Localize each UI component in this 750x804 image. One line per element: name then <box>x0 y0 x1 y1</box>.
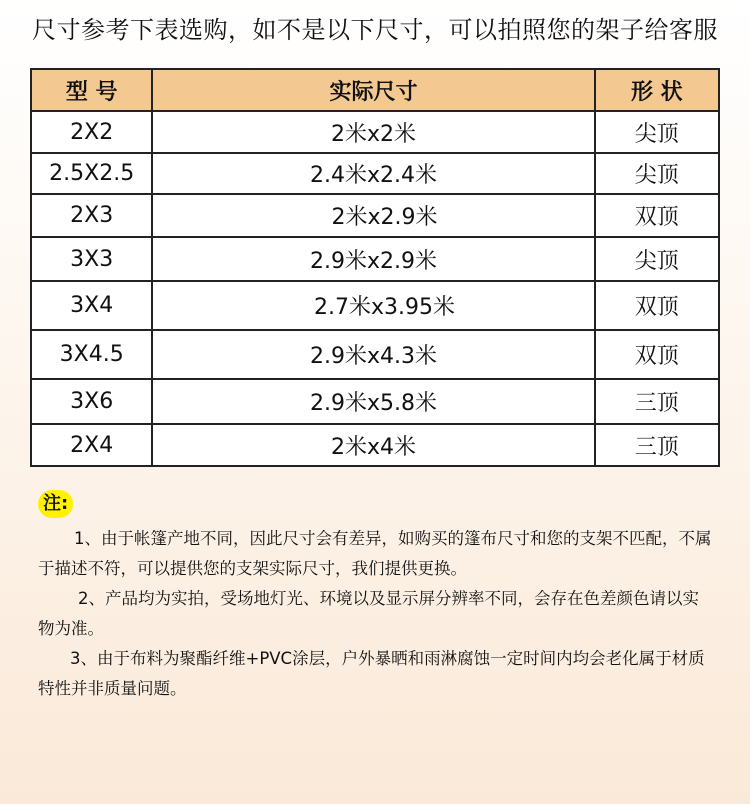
cell-shape: 双顶 <box>595 194 719 237</box>
table-header-row <box>31 69 719 111</box>
notes-label: 注: <box>38 490 73 518</box>
cell-shape: 双顶 <box>595 281 719 330</box>
header-size: 实际尺寸 <box>152 69 594 111</box>
cell-model: 2X4 <box>31 424 152 466</box>
table-row <box>31 153 719 194</box>
cell-size: 2米x4米 <box>152 424 594 466</box>
cell-model: 2X3 <box>31 194 152 237</box>
table-row <box>31 379 719 424</box>
cell-size: 2.9米x4.3米 <box>152 330 594 379</box>
table-row <box>31 111 719 153</box>
table-row <box>31 237 719 281</box>
note-item: 3、由于布料为聚酯纤维+PVC涂层，户外暴晒和雨淋腐蚀一定时间内均会老化属于材质特性并非质量问题。 <box>38 649 705 698</box>
note-item: 1、由于帐篷产地不同，因此尺寸会有差异，如购买的篷布尺寸和您的支架不匹配，不属于描述不符，可以提供您的支架实际尺寸，我们提供更换。 <box>38 529 712 578</box>
cell-size: 2米x2.9米 <box>152 194 594 237</box>
cell-size: 2.9米x2.9米 <box>152 237 594 281</box>
table-row <box>31 424 719 466</box>
cell-model: 2.5X2.5 <box>31 153 152 194</box>
cell-model: 3X6 <box>31 379 152 424</box>
cell-model: 3X4 <box>31 281 152 330</box>
cell-shape: 尖顶 <box>595 111 719 153</box>
cell-shape: 尖顶 <box>595 237 719 281</box>
cell-size: 2.4米x2.4米 <box>152 153 594 194</box>
cell-shape: 双顶 <box>595 330 719 379</box>
cell-model: 3X3 <box>31 237 152 281</box>
notes-section <box>38 524 714 704</box>
cell-size: 2.7米x3.95米 <box>152 281 594 330</box>
cell-model: 2X2 <box>31 111 152 153</box>
table-row <box>31 330 719 379</box>
cell-shape: 三顶 <box>595 424 719 466</box>
cell-size: 2米x2米 <box>152 111 594 153</box>
cell-shape: 三顶 <box>595 379 719 424</box>
cell-size: 2.9米x5.8米 <box>152 379 594 424</box>
header-model: 型 号 <box>31 69 152 111</box>
page-title: 尺寸参考下表选购，如不是以下尺寸，可以拍照您的架子给客服 <box>32 16 718 44</box>
table-row <box>31 194 719 237</box>
cell-model: 3X4.5 <box>31 330 152 379</box>
cell-shape: 尖顶 <box>595 153 719 194</box>
header-shape: 形 状 <box>595 69 719 111</box>
table-row <box>31 281 719 330</box>
size-table <box>30 68 720 467</box>
note-item: 2、产品均为实拍，受场地灯光、环境以及显示屏分辨率不同，会存在色差颜色请以实物为准。 <box>38 589 699 638</box>
